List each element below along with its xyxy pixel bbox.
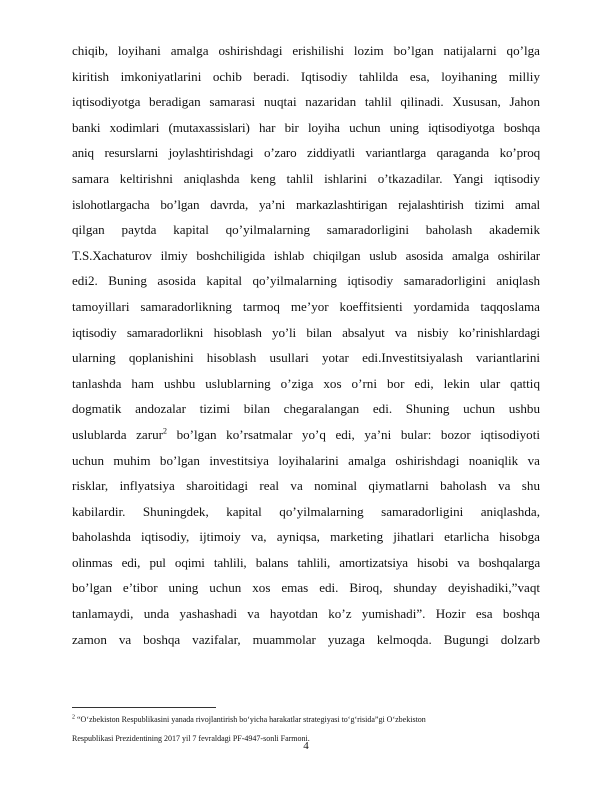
footnote-line: Respublikasi Prezidentining 2017 yil 7 fevraldagi PF-4947-sonli Farmoni. <box>72 734 310 743</box>
text-line: iqtisodiyotga beradigan samarasi nuqtai nazaridan tahlil qilinadi. Xususan, Jahon <box>72 94 540 110</box>
footnote-number: 2 <box>72 714 75 721</box>
text-line: risklar, inflyatsiya sharoitidagi real va nominal qiymatlarni baholash va shu <box>72 478 540 494</box>
text-line: kabilardir. Shuningdek, kapital qo’yilmalarning samaradorligini aniqlashda, <box>72 503 540 519</box>
text-segment: bo’lgan ko’rsatmalar yo’q edi, ya’ni bular: bozor iqtisodiyoti <box>167 426 540 442</box>
text-line: tamoyillari samaradorlikning tarmoq me’yor koeffitsienti yordamida taqqoslama <box>72 298 540 314</box>
text-line: chiqib, loyihani amalga oshirishdagi erishilishi lozim bo’lgan natijalarni qo’lga <box>72 43 540 58</box>
footnote-text: “O‘zbekiston Respublikasini yanada rivojlantirish bo‘yicha harakatlar strategiyasi to‘g‘risida”gi O‘zbekiston <box>75 715 426 724</box>
text-line-with-footnote-ref <box>72 422 540 448</box>
text-line: aniq resurslarni joylashtirishdagi o’zaro ziddiyatli variantlarga qaraganda ko’proq <box>72 145 540 161</box>
text-line: uchun muhim bo’lgan investitsiya loyihalarini amalga oshirishdagi noaniqlik va <box>72 452 540 468</box>
text-line: edi2. Buning asosida kapital qo’yilmalarning iqtisodiy samaradorligini aniqlash <box>72 273 540 289</box>
footnote-line <box>72 710 542 729</box>
text-line: bo’lgan e’tibor uning uchun xos emas edi. Biroq, shunday deyishadiki,”vaqt <box>72 580 540 596</box>
text-line: olinmas edi, pul oqimi tahlili, balans tahlili, amortizatsiya hisobi va boshqalarga <box>72 554 540 570</box>
body-text <box>72 38 540 652</box>
text-line: qilgan paytda kapital qo’yilmalarning samaradorligini baholash akademik <box>72 222 540 238</box>
text-line: tanlamaydi, unda yashashadi va hayotdan ko’z yumishadi”. Hozir esa boshqa <box>72 606 540 622</box>
text-line: samara keltirishni aniqlashda keng tahlil ishlarini o’tkazadilar. Yangi iqtisodiy <box>72 170 540 186</box>
text-line: baholashda iqtisodiy, ijtimoiy va, ayniqsa, marketing jihatlari etarlicha hisobga <box>72 529 540 545</box>
text-segment: uslublarda zarur <box>72 426 164 442</box>
text-line: iqtisodiy samaradorlikni hisoblash yo’li bilan absalyut va nisbiy ko’rinishlardagi <box>72 324 540 340</box>
text-line: T.S.Xachaturov ilmiy boshchiligida ishlab chiqilgan uslub asosida amalga oshirilar <box>72 247 540 263</box>
text-line: kiritish imkoniyatlarini ochib beradi. Iqtisodiy tahlilda esa, loyihaning milliy <box>72 68 540 84</box>
page-number: 4 <box>303 740 309 752</box>
text-line: zamon va boshqa vazifalar, muammolar yuzaga kelmoqda. Bugungi dolzarb <box>72 631 540 647</box>
text-line: banki xodimlari (mutaxassislari) har bir loyiha uchun uning iqtisodiyotga boshqa <box>72 119 540 135</box>
footnote-separator <box>72 707 216 708</box>
text-line: tanlashda ham ushbu uslublarning o’ziga xos o’rni bor edi, lekin ular qattiq <box>72 375 540 391</box>
text-line: dogmatik andozalar tizimi bilan chegaralangan edi. Shuning uchun ushbu <box>72 401 540 417</box>
text-line: ularning qoplanishini hisoblash usullari yotar edi.Investitsiyalash variantlarini <box>72 350 540 366</box>
footnote-ref: 2 <box>163 426 168 436</box>
text-line: islohotlargacha bo’lgan davrda, ya’ni markazlashtirigan rejalashtirish tizimi amal <box>72 196 540 212</box>
